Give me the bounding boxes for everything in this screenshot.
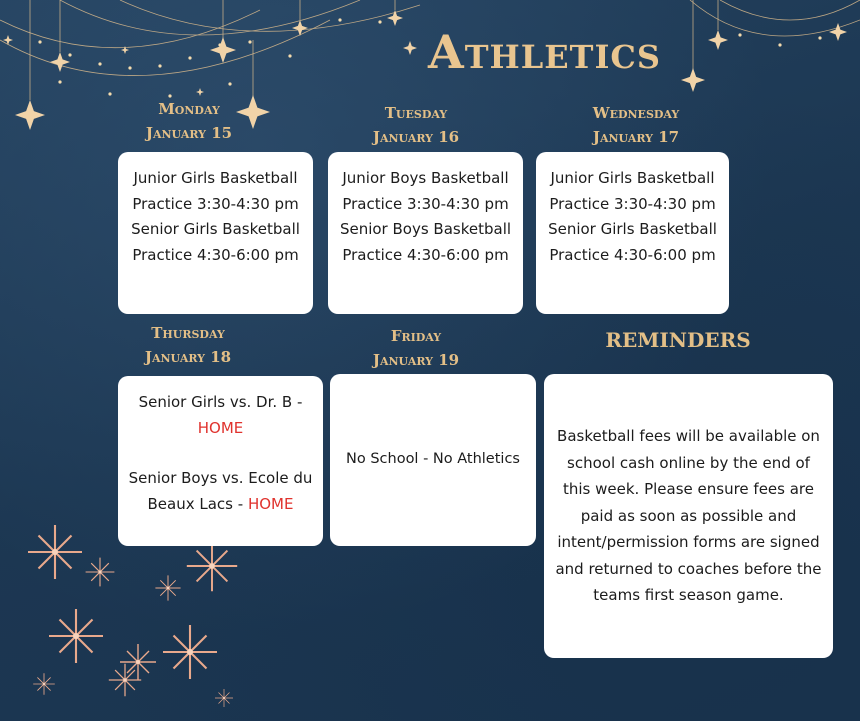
weekday-label: Thursday (151, 324, 225, 342)
sparkle-icon (28, 525, 237, 707)
home-tag: HOME (247, 494, 294, 513)
game-line: Senior Girls vs. Dr. B - (138, 393, 303, 411)
day-heading-wednesday (536, 101, 736, 149)
date-label: January 17 (592, 128, 680, 146)
page-title: Athletics (428, 25, 661, 79)
schedule-card-wednesday (536, 152, 729, 314)
schedule-line: Senior Boys Basketball (339, 220, 512, 238)
day-heading-thursday (88, 321, 288, 369)
schedule-line: Practice 4:30-6:00 pm (549, 245, 716, 264)
schedule-line: Junior Girls Basketball (550, 169, 715, 187)
game-line: Beaux Lacs - (147, 494, 244, 513)
day-heading-friday (316, 324, 516, 372)
no-school-text: No School - No Athletics (346, 451, 520, 468)
schedule-card-tuesday (328, 152, 523, 314)
date-label: January 19 (372, 351, 460, 369)
schedule-line: Senior Girls Basketball (548, 220, 717, 238)
home-tag: HOME (197, 418, 244, 437)
weekday-label: Tuesday (384, 104, 448, 122)
schedule-line: Practice 3:30-4:30 pm (549, 194, 716, 213)
schedule-line: Senior Girls Basketball (131, 220, 300, 238)
weekday-label: Monday (158, 100, 220, 118)
schedule-card-monday (118, 152, 313, 314)
weekday-label: Friday (390, 327, 442, 345)
reminders-text: Basketball fees will be available on school cash online by the end of this week. Please ensure fees are paid as soon as possible and intent/permission forms are signed and returned to coaches before the teams first season game. (555, 427, 822, 605)
schedule-card-friday (330, 374, 536, 546)
schedule-line: Practice 4:30-6:00 pm (132, 245, 299, 264)
schedule-card-thursday (118, 376, 323, 546)
schedule-line: Practice 3:30-4:30 pm (132, 194, 299, 213)
schedule-line: Practice 4:30-6:00 pm (342, 245, 509, 264)
game-line: Senior Boys vs. Ecole du (128, 469, 313, 487)
reminders-heading: REMINDERS (605, 328, 751, 352)
day-heading-monday (89, 97, 289, 145)
schedule-line: Junior Boys Basketball (342, 169, 509, 187)
reminders-card (544, 374, 833, 658)
date-label: January 18 (144, 348, 232, 366)
date-label: January 16 (372, 128, 460, 146)
day-heading-tuesday (316, 101, 516, 149)
weekday-label: Wednesday (592, 104, 680, 122)
schedule-line: Practice 3:30-4:30 pm (342, 194, 509, 213)
date-label: January 15 (145, 124, 233, 142)
schedule-line: Junior Girls Basketball (133, 169, 298, 187)
